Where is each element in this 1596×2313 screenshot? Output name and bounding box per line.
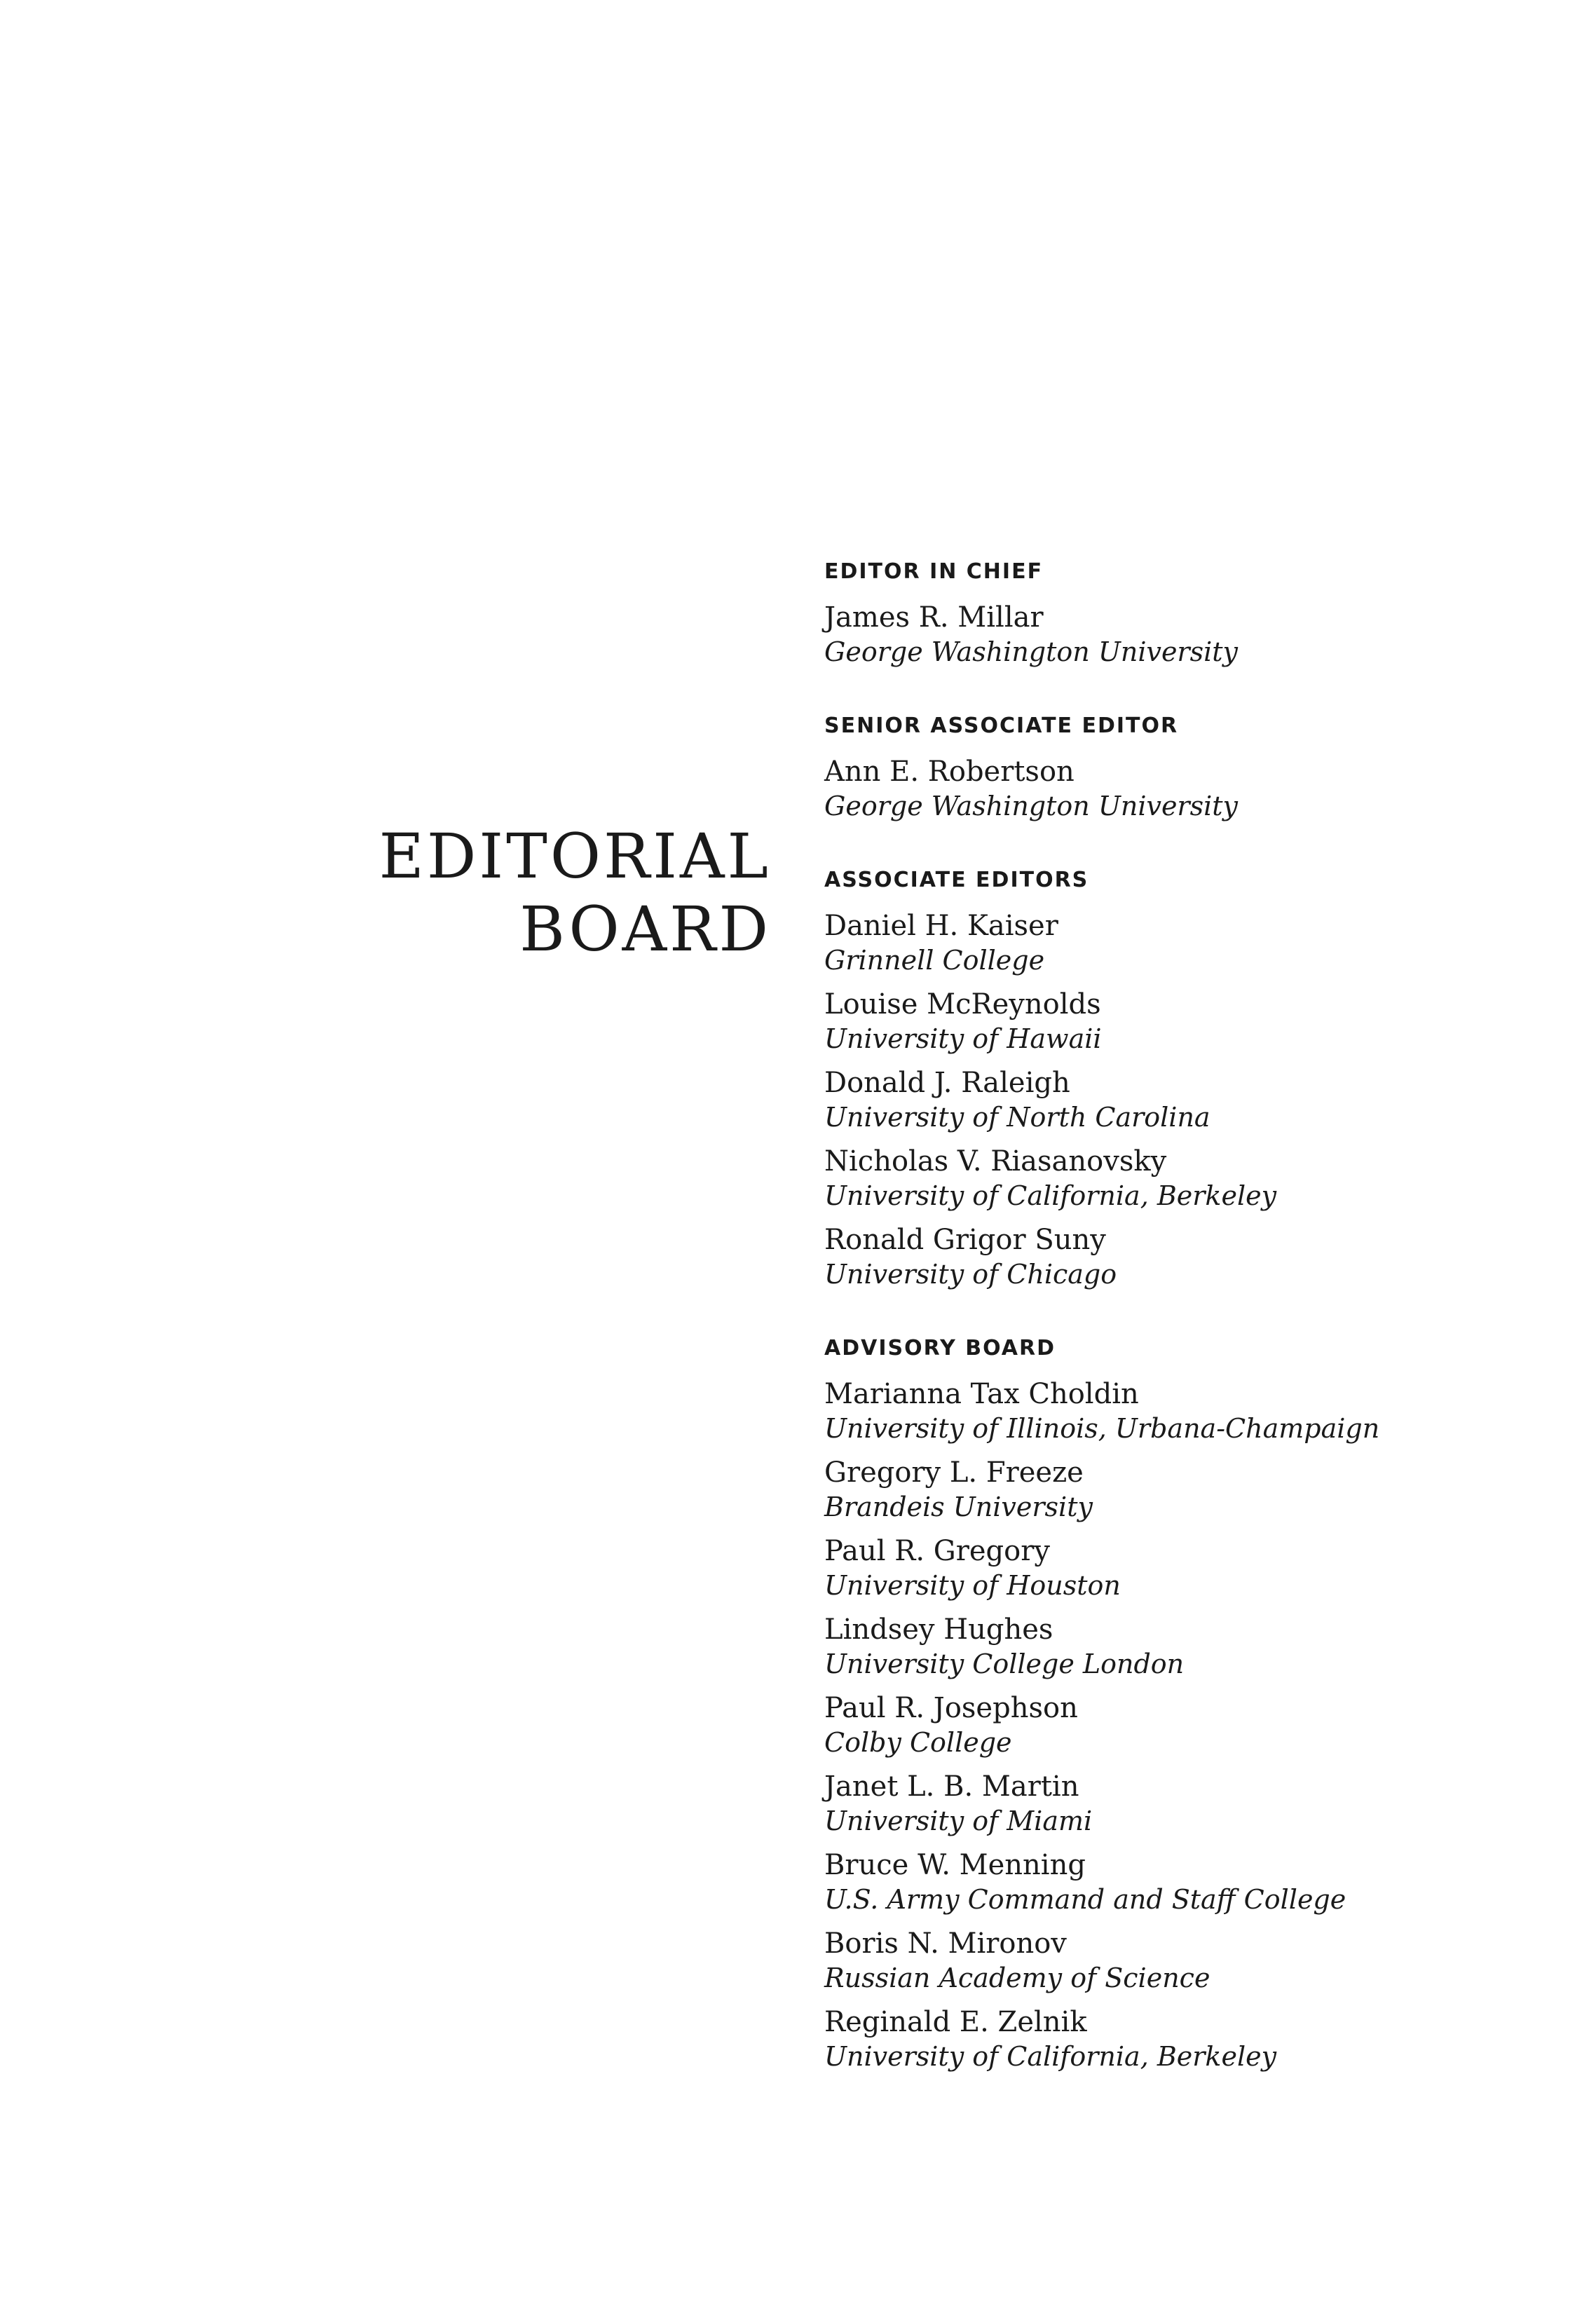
member-name: Nicholas V. Riasanovsky	[824, 1145, 1167, 1178]
member-affiliation: University of North Carolina	[824, 1102, 1210, 1133]
section-senior-associate-editor	[824, 712, 1560, 823]
member-name: Louise McReynolds	[824, 988, 1101, 1021]
section-heading: SENIOR ASSOCIATE EDITOR	[824, 714, 1179, 738]
section-advisory-board	[824, 1335, 1560, 2073]
page-title-line-1: EDITORIAL	[378, 820, 771, 892]
member-name: Lindsey Hughes	[824, 1613, 1053, 1646]
member-name: Daniel H. Kaiser	[824, 910, 1058, 942]
member-name: Reginald E. Zelnik	[824, 2006, 1087, 2038]
member-affiliation: University of Miami	[824, 1806, 1093, 1836]
member-entry	[824, 1848, 1560, 1916]
member-name: Janet L. B. Martin	[824, 1770, 1079, 1803]
member-entry	[824, 1065, 1560, 1134]
member-name: Gregory L. Freeze	[824, 1456, 1084, 1489]
member-affiliation: Russian Academy of Science	[824, 1963, 1210, 1993]
section-editor-in-chief	[824, 558, 1560, 669]
member-entry	[824, 1612, 1560, 1681]
member-affiliation: University of California, Berkeley	[824, 2041, 1277, 2072]
member-name: Ronald Grigor Suny	[824, 1224, 1106, 1256]
member-affiliation: University of California, Berkeley	[824, 1180, 1277, 1211]
member-entry	[824, 987, 1560, 1056]
member-name: Boris N. Mironov	[824, 1928, 1067, 1960]
member-affiliation: George Washington University	[824, 791, 1238, 821]
member-entry	[824, 1377, 1560, 1445]
section-heading: ADVISORY BOARD	[824, 1336, 1056, 1360]
member-affiliation: University of Houston	[824, 1570, 1121, 1601]
member-affiliation: University of Hawaii	[824, 1023, 1102, 1054]
member-entry	[824, 2005, 1560, 2073]
member-name: Paul R. Josephson	[824, 1692, 1078, 1724]
member-affiliation: University of Illinois, Urbana-Champaign	[824, 1413, 1380, 1444]
member-entry	[824, 908, 1560, 977]
member-name: Donald J. Raleigh	[824, 1067, 1070, 1099]
member-name: Bruce W. Menning	[824, 1849, 1086, 1881]
section-heading: EDITOR IN CHIEF	[824, 559, 1044, 584]
member-entry	[824, 1691, 1560, 1759]
page-title-line-2: BOARD	[519, 893, 771, 965]
member-affiliation: George Washington University	[824, 636, 1238, 667]
member-entry	[824, 754, 1560, 823]
member-affiliation: University College London	[824, 1649, 1185, 1679]
member-affiliation: University of Chicago	[824, 1259, 1117, 1290]
member-entry	[824, 1926, 1560, 1995]
member-entry	[824, 600, 1560, 669]
member-entry	[824, 1534, 1560, 1602]
member-name: Ann E. Robertson	[824, 756, 1075, 788]
member-entry	[824, 1455, 1560, 1524]
member-name: James R. Millar	[824, 601, 1044, 634]
member-affiliation: U.S. Army Command and Staff College	[824, 1884, 1346, 1915]
page-title	[0, 820, 771, 966]
section-associate-editors	[824, 866, 1560, 1291]
member-entry	[824, 1144, 1560, 1213]
member-name: Paul R. Gregory	[824, 1535, 1050, 1567]
member-entry	[824, 1222, 1560, 1291]
board-listing	[824, 558, 1560, 2117]
member-entry	[824, 1769, 1560, 1838]
member-affiliation: Grinnell College	[824, 945, 1045, 976]
member-affiliation: Colby College	[824, 1727, 1012, 1758]
section-heading: ASSOCIATE EDITORS	[824, 868, 1089, 892]
member-name: Marianna Tax Choldin	[824, 1378, 1139, 1410]
member-affiliation: Brandeis University	[824, 1492, 1093, 1522]
